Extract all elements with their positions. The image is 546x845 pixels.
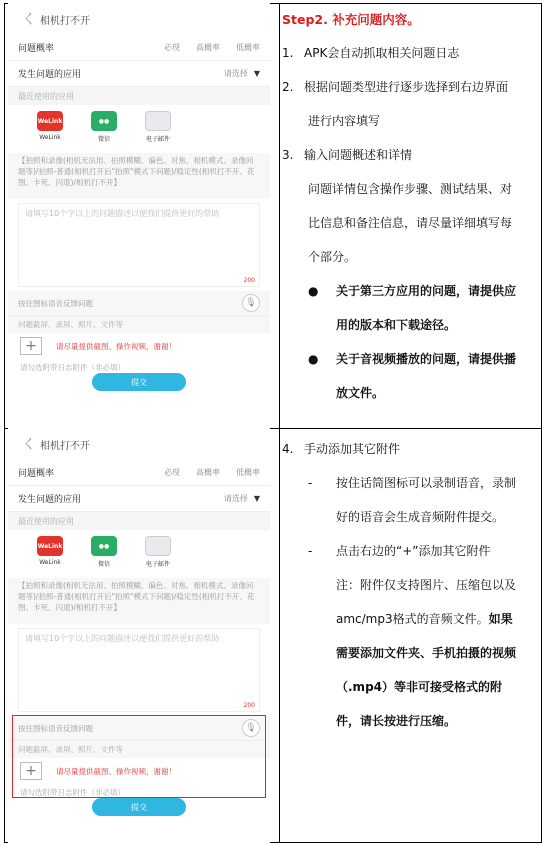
- problem-rate-label: 问题概率: [18, 44, 55, 54]
- add-attachment-row: [8, 333, 270, 359]
- sub-1-line1: 按住话筒图标可以录制语音，录制: [336, 476, 517, 490]
- recent-apps-label: 最近使用的应用: [8, 87, 270, 105]
- highlight-frame: [12, 715, 266, 798]
- add-attachment-tip: 请尽量提供截图、操作视频，谢谢！: [56, 766, 176, 776]
- item-1: APK会自动抓取相关问题日志: [304, 46, 460, 60]
- description-input[interactable]: 请填写10个字以上的问题描述以便我们提供更好的帮助 200: [18, 203, 260, 287]
- bullet-2-line2: 放文件。: [336, 386, 385, 400]
- add-attachment-button[interactable]: +: [20, 337, 42, 355]
- submit-button[interactable]: 提交: [92, 373, 186, 391]
- voice-hint: 按住图标语音反馈问题: [18, 298, 93, 308]
- category-tips: 【拍照和录像(相机无法用、拍照模糊、偏色、对焦、相机模式、录像问题等)/拍照-普通(相机打开后"拍照"模式下问题)/稳定性(相机打不开、花图、卡死、闪退)/相机打不开】: [8, 153, 270, 199]
- rate-option-always[interactable]: 必现: [164, 468, 180, 477]
- phone-title: 相机打不开: [40, 440, 90, 452]
- item-3-line3: 比信息和备注信息，请尽量详细填写每: [308, 216, 513, 230]
- back-icon[interactable]: く: [22, 12, 36, 28]
- recent-apps: [8, 530, 270, 578]
- app-label: 发生问题的应用: [18, 495, 82, 505]
- bullet-icon: ●: [308, 284, 319, 298]
- sub-2-line5: （.mp4）等非可接受格式的附: [336, 680, 503, 694]
- rate-option-high[interactable]: 高概率: [196, 43, 220, 52]
- dash-icon: -: [308, 476, 313, 490]
- char-count: 200: [243, 702, 255, 709]
- step-title: Step2. 补充问题内容。: [282, 12, 420, 27]
- bullet-1-line2: 用的版本和下载途径。: [336, 318, 457, 332]
- recent-apps-label: 最近使用的应用: [8, 512, 270, 530]
- recent-apps: [8, 105, 270, 153]
- voice-feedback-row: [8, 291, 270, 315]
- microphone-icon[interactable]: 🎙: [242, 719, 260, 737]
- item-2-line1: 根据问题类型进行逐步选择到右边界面: [304, 80, 509, 94]
- sub-2-line3: amc/mp3格式的音频文件。如果: [336, 612, 513, 626]
- add-attachment-tip: 请尽量提供截图、操作视频，谢谢！: [56, 341, 176, 351]
- rate-option-low[interactable]: 低概率: [236, 468, 260, 477]
- item-3-line2: 问题详情包含操作步骤、测试结果、对: [308, 182, 513, 196]
- instructions-step2: Step2. 补充问题内容。 1. APK会自动抓取相关问题日志 2. 根据问题类型进行逐步选择到右边界面 进行内容填写 3. 输入问题概述和详情 问题详情包含操作步骤、测试结果、对 比信息和备注信息，请尽量详细填写每 个部分。 ● 关于第三方应用的问题，请提供应 用的版本和下载途径。 ● 关于音视频播放的问题，请提供播 放文件。: [278, 8, 540, 410]
- app-label: 发生问题的应用: [18, 70, 82, 80]
- app-wechat[interactable]: ●● 微信: [88, 536, 120, 578]
- sub-2-line2: 注：附件仅支持图片、压缩包以及: [336, 578, 517, 592]
- welink-app-icon: WeLink: [37, 536, 63, 556]
- app-mail[interactable]: 电子邮件: [142, 536, 174, 578]
- item-2-line2: 进行内容填写: [308, 114, 381, 128]
- app-select[interactable]: 请选择: [223, 69, 248, 78]
- mail-app-icon: [145, 111, 171, 131]
- problem-rate-row: [8, 35, 270, 61]
- instructions-item4: 4. 手动添加其它附件 - 按住话筒图标可以录制语音，录制 好的语音会生成音频附件提交。 - 点击右边的“+”添加其它附件 注：附件仅支持图片、压缩包以及 amc/mp3格式的音频文件。如果 需要添加文件夹、手机拍摄的视频 （.mp4）等非可接受格式的附 件，请长按进行压缩。: [278, 432, 540, 738]
- bullet-1-line1: 关于第三方应用的问题，请提供应: [336, 284, 517, 298]
- app-select-row[interactable]: [8, 61, 270, 87]
- rate-option-always[interactable]: 必现: [164, 43, 180, 52]
- phone-screenshot-2: [8, 428, 270, 844]
- phone-title: 相机打不开: [40, 15, 90, 27]
- phone-header: [8, 3, 270, 35]
- phone-header: [8, 428, 270, 460]
- app-welink[interactable]: WeLink WeLink: [34, 536, 66, 578]
- attachment-hint: 问题截屏、录屏、照片、文件等: [8, 740, 270, 758]
- log-hint: 请勾选附带日志附件（非必填）: [20, 363, 125, 371]
- add-attachment-button[interactable]: +: [20, 762, 42, 780]
- phone-screenshot-1: [8, 3, 270, 419]
- app-wechat[interactable]: ●● 微信: [88, 111, 120, 153]
- rate-option-high[interactable]: 高概率: [196, 468, 220, 477]
- description-input[interactable]: 请填写10个字以上的问题描述以便我们提供更好的帮助 200: [18, 628, 260, 712]
- char-count: 200: [243, 277, 255, 284]
- sub-2-line6: 件，请长按进行压缩。: [336, 714, 457, 728]
- submit-button[interactable]: 提交: [92, 798, 186, 816]
- problem-rate-row: [8, 460, 270, 486]
- app-select[interactable]: 请选择: [223, 494, 248, 503]
- category-tips: 【拍照和录像(相机无法用、拍照模糊、偏色、对焦、相机模式、录像问题等)/拍照-普通(相机打开后"拍照"模式下问题)/稳定性(相机打不开、花图、卡死、闪退)/相机打不开】: [8, 578, 270, 624]
- sub-2-line1: 点击右边的“+”添加其它附件: [336, 544, 491, 558]
- app-welink[interactable]: WeLink WeLink: [34, 111, 66, 153]
- item-3-line1: 输入问题概述和详情: [304, 148, 413, 162]
- item-4: 手动添加其它附件: [304, 442, 401, 456]
- caret-down-icon: ▼: [253, 69, 260, 78]
- wechat-app-icon: ●●: [91, 111, 117, 131]
- attachment-hint: 问题截屏、录屏、照片、文件等: [8, 315, 270, 333]
- item-3-line4: 个部分。: [308, 250, 357, 264]
- problem-rate-label: 问题概率: [18, 469, 55, 479]
- bullet-icon: ●: [308, 352, 319, 366]
- wechat-app-icon: ●●: [91, 536, 117, 556]
- bullet-2-line1: 关于音视频播放的问题，请提供播: [336, 352, 517, 366]
- welink-app-icon: WeLink: [37, 111, 63, 131]
- rate-option-low[interactable]: 低概率: [236, 43, 260, 52]
- caret-down-icon: ▼: [253, 494, 260, 503]
- sub-2-line4: 需要添加文件夹、手机拍摄的视频: [336, 646, 517, 660]
- back-icon[interactable]: く: [22, 437, 36, 453]
- sub-1-line2: 好的语音会生成音频附件提交。: [336, 510, 505, 524]
- app-select-row[interactable]: [8, 486, 270, 512]
- microphone-icon[interactable]: 🎙: [242, 294, 260, 312]
- mail-app-icon: [145, 536, 171, 556]
- log-hint: 请勾选附带日志附件（非必填）: [20, 788, 125, 796]
- app-mail[interactable]: 电子邮件: [142, 111, 174, 153]
- dash-icon: -: [308, 544, 313, 558]
- voice-hint: 按住图标语音反馈问题: [18, 723, 93, 733]
